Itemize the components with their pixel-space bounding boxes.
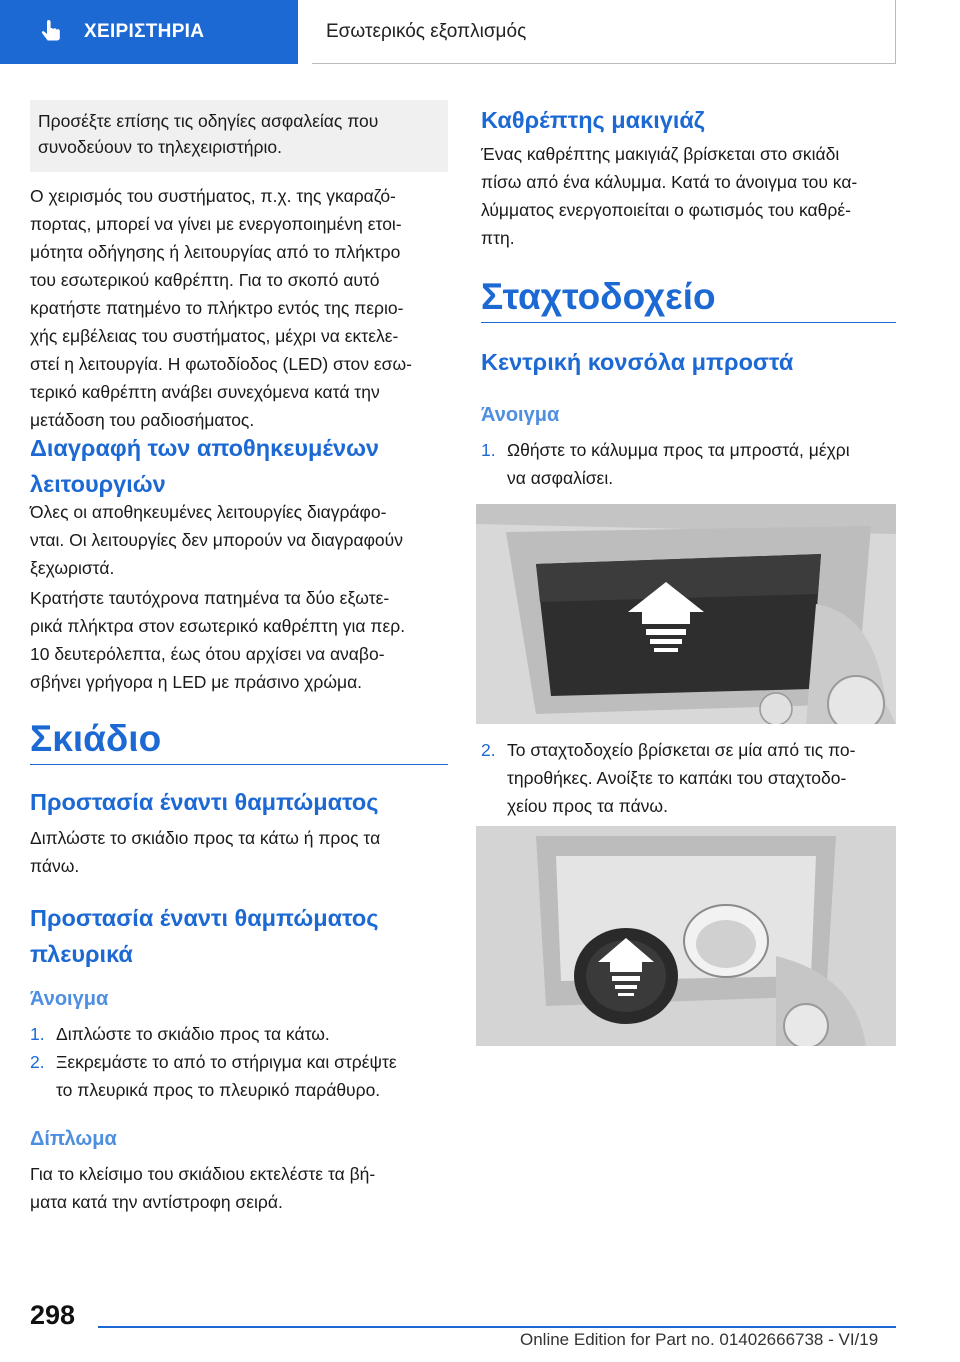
text-line: Όλες οι αποθηκευμένες λειτουργίες διαγράφο‐ bbox=[30, 502, 387, 522]
text-line: τερικό καθρέπτη ανάβει συνεχόμενα κατά την bbox=[30, 382, 380, 402]
step-number: 2. bbox=[30, 1052, 45, 1072]
section-title: Εσωτερικός εξοπλισμός bbox=[312, 0, 896, 64]
text-line: Ένας καθρέπτης μακιγιάζ βρίσκεται στο σκιάδι bbox=[481, 144, 840, 164]
ashtray-cupholder-illustration bbox=[476, 826, 896, 1046]
side-glare-heading bbox=[30, 900, 448, 972]
text-line: το πλευρικά προς το πλευρικό παράθυρο. bbox=[56, 1080, 381, 1100]
visor-open-heading: Άνοιγμα bbox=[30, 988, 109, 1010]
text-line: στεί η λειτουργία. Η φωτοδίοδος (LED) στον εσω‐ bbox=[30, 354, 412, 374]
text-line: ρικά πλήκτρα στον εσωτερικό καθρέπτη για περ. bbox=[30, 616, 406, 636]
text-line: σβήνει γρήγορα η LED με πράσινο χρώμα. bbox=[30, 672, 363, 692]
text-line: πάνω. bbox=[30, 856, 80, 876]
text-line: Για το κλείσιμο του σκιάδιου εκτελέστε τα βή‐ bbox=[30, 1164, 376, 1184]
text-line: μότητα οδήγησης ή λειτουργίας από το πλήκτρο bbox=[30, 242, 401, 262]
text-line: Ο χειρισμός του συστήματος, π.χ. της γκαραζό‐ bbox=[30, 186, 396, 206]
text-line: Το σταχτοδοχείο βρίσκεται σε μία από τις πο‐ bbox=[507, 740, 856, 760]
step-text bbox=[56, 1048, 397, 1104]
page-number: 298 bbox=[30, 1300, 76, 1330]
step-text bbox=[507, 736, 855, 820]
chapter-tab-label: ΧΕΙΡΙΣΤΗΡΙΑ bbox=[84, 21, 205, 42]
heading-line: πλευρικά bbox=[30, 941, 133, 967]
text-line: του εσωτερικού καθρέπτη. Για το σκοπό αυτό bbox=[30, 270, 380, 290]
text-line: Κρατήστε ταυτόχρονα πατημένα τα δύο εξωτε‐ bbox=[30, 588, 390, 608]
note-line: Προσέξτε επίσης τις οδηγίες ασφαλείας που bbox=[38, 111, 379, 131]
text-line: 10 δευτερόλεπτα, έως ότου αρχίσει να αναβο‐ bbox=[30, 644, 385, 664]
note-line: συνοδεύουν το τηλεχειριστήριο. bbox=[38, 137, 282, 157]
list-item bbox=[30, 1020, 448, 1048]
makeup-mirror-heading: Καθρέπτης μακιγιάζ bbox=[481, 107, 705, 133]
glare-paragraph bbox=[30, 824, 448, 880]
heading-line: Διαγραφή των αποθηκευμένων bbox=[30, 435, 380, 461]
list-item bbox=[481, 436, 901, 492]
footer-divider bbox=[98, 1326, 896, 1328]
section-divider bbox=[30, 764, 448, 765]
text-line: λύμματος ενεργοποιείται ο φωτισμός του καθρέ‐ bbox=[481, 200, 851, 220]
text-line: ξεχωριστά. bbox=[30, 558, 115, 578]
heading-line: Προστασία έναντι θαμπώματος bbox=[30, 905, 379, 931]
console-cover-illustration bbox=[476, 504, 896, 724]
text-line: ματα κατά την αντίστροφη σειρά. bbox=[30, 1192, 283, 1212]
list-item bbox=[481, 736, 901, 820]
step-text bbox=[507, 436, 850, 492]
text-line: τηροθήκες. Ανοίξτε το καπάκι του σταχτοδο‐ bbox=[507, 768, 847, 788]
hand-pointer-icon bbox=[38, 19, 64, 45]
delete-paragraph-1 bbox=[30, 498, 448, 582]
step-number: 2. bbox=[481, 740, 496, 760]
step-text: Διπλώστε το σκιάδιο προς τα κάτω. bbox=[56, 1024, 330, 1044]
edition-text: Online Edition for Part no. 01402666738 - VI/19 bbox=[520, 1330, 879, 1349]
text-line: κρατήστε πατημένο το πλήκτρο εντός της περιο‐ bbox=[30, 298, 404, 318]
glare-protection-heading: Προστασία έναντι θαμπώματος bbox=[30, 789, 379, 815]
list-item bbox=[30, 1048, 448, 1104]
center-console-heading: Κεντρική κονσόλα μπροστά bbox=[481, 349, 794, 375]
ashtray-open-heading: Άνοιγμα bbox=[481, 404, 560, 426]
text-line: πτη. bbox=[481, 228, 515, 248]
text-line: Ωθήστε το κάλυμμα προς τα μπροστά, μέχρι bbox=[507, 440, 850, 460]
makeup-mirror-paragraph bbox=[481, 140, 901, 252]
text-line: χής εμβέλειας του συστήματος, μέχρι να εκτελε‐ bbox=[30, 326, 399, 346]
delete-paragraph-2 bbox=[30, 584, 448, 696]
intro-paragraph bbox=[30, 182, 448, 434]
text-line: πίσω από ένα κάλυμμα. Κατά το άνοιγμα του κα‐ bbox=[481, 172, 858, 192]
text-line: Διπλώστε το σκιάδιο προς τα κάτω ή προς τα bbox=[30, 828, 381, 848]
step-number: 1. bbox=[481, 440, 496, 460]
text-line: πορτας, μπορεί να γίνει με ενεργοποιημένη ετοι‐ bbox=[30, 214, 402, 234]
step-number: 1. bbox=[30, 1024, 45, 1044]
visor-heading: Σκιάδιο bbox=[30, 718, 162, 759]
chapter-tab[interactable] bbox=[0, 0, 298, 64]
delete-functions-heading bbox=[30, 430, 448, 502]
text-line: χείου προς τα πάνω. bbox=[507, 796, 668, 816]
fold-heading: Δίπλωμα bbox=[30, 1128, 117, 1150]
section-divider bbox=[481, 322, 896, 323]
text-line: να ασφαλίσει. bbox=[507, 468, 614, 488]
text-line: μετάδοση του ραδιοσήματος. bbox=[30, 410, 255, 430]
safety-note bbox=[30, 100, 448, 172]
ashtray-heading: Σταχτοδοχείο bbox=[481, 276, 716, 317]
heading-line: λειτουργιών bbox=[30, 471, 166, 497]
text-line: Ξεκρεμάστε το από το στήριγμα και στρέψτε bbox=[56, 1052, 397, 1072]
fold-paragraph bbox=[30, 1160, 448, 1216]
text-line: νται. Οι λειτουργίες δεν μπορούν να διαγραφούν bbox=[30, 530, 403, 550]
